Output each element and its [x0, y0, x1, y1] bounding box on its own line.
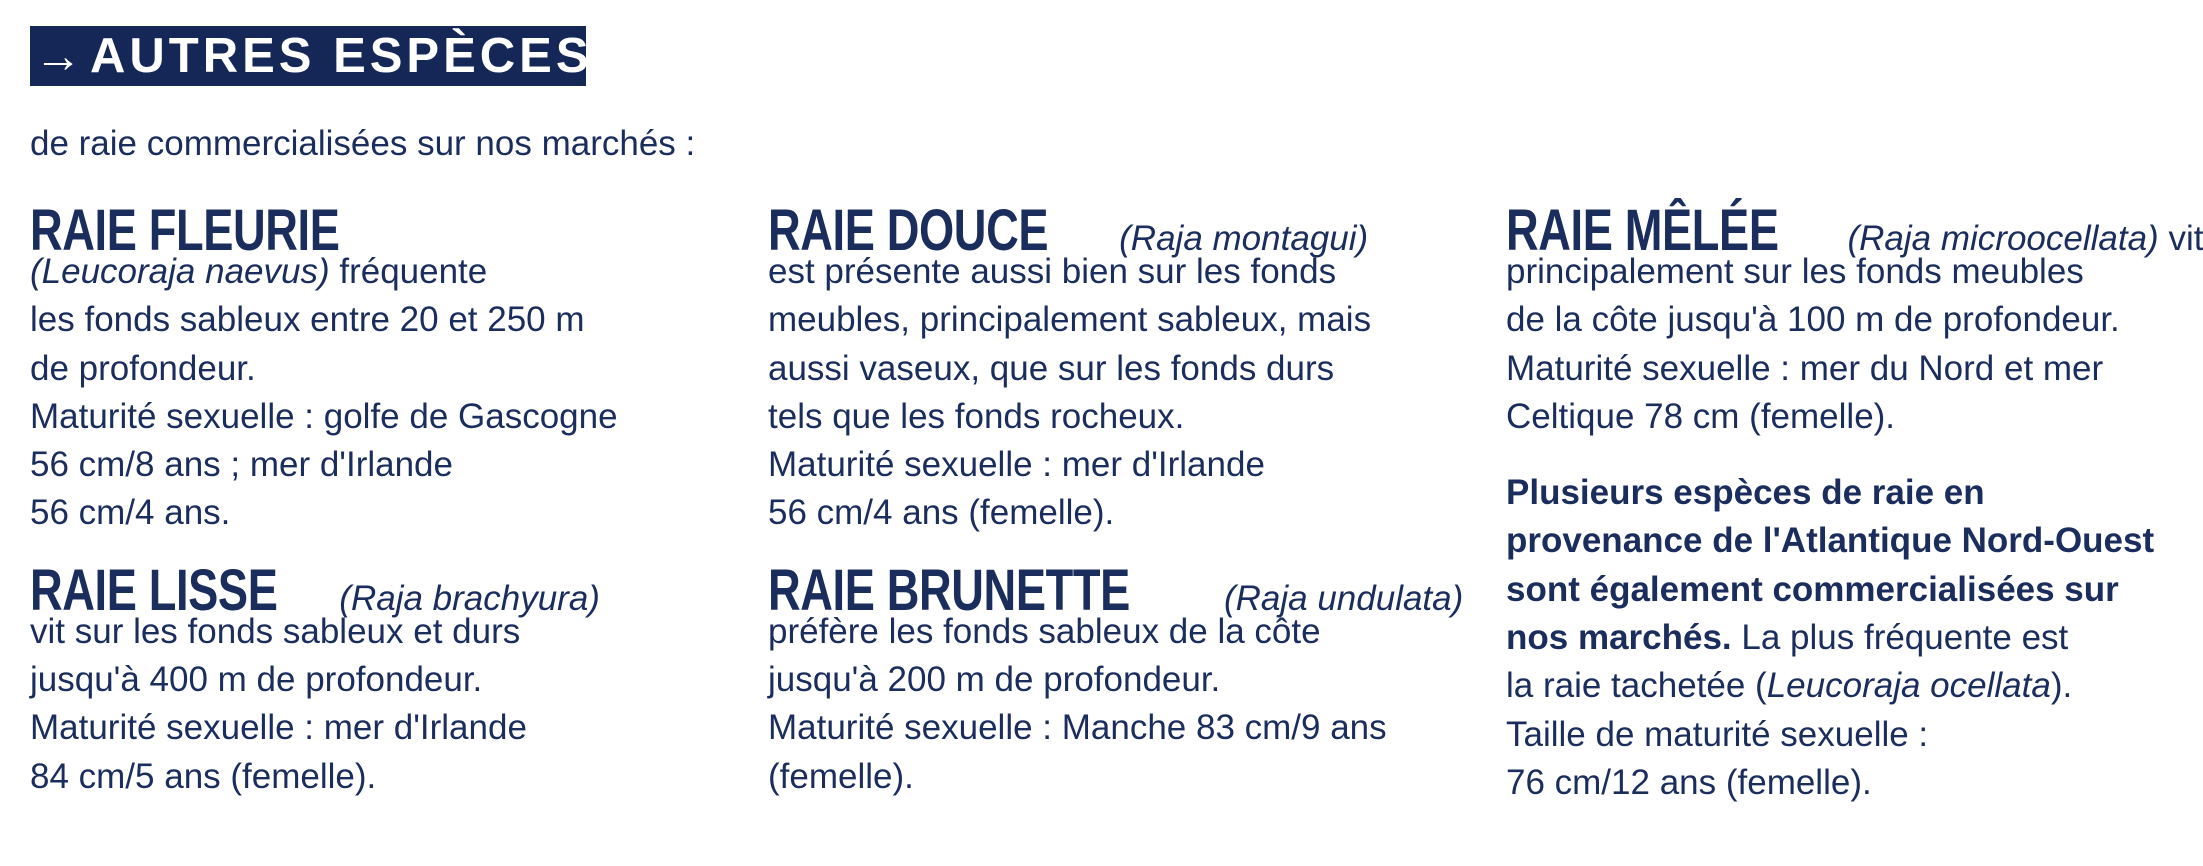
scientific-name: (Raja brachyura) — [339, 578, 600, 618]
species-raie-fleurie — [30, 198, 730, 538]
description-line: Maturité sexuelle : mer d'Irlande — [768, 445, 1265, 485]
species-description — [30, 608, 730, 801]
species-description — [768, 248, 1468, 538]
description-line: 56 cm/4 ans. — [30, 493, 231, 533]
description-line: jusqu'à 200 m de profondeur. — [768, 660, 1221, 700]
column-middle — [768, 198, 1468, 801]
description-line: 56 cm/4 ans (femelle). — [768, 493, 1115, 533]
description-line: les fonds sableux entre 20 et 250 m — [30, 300, 585, 340]
description-line: aussi vaseux, que sur les fonds durs — [768, 348, 1335, 388]
description-line: 56 cm/8 ans ; mer d'Irlande — [30, 445, 453, 485]
note-bold-line: sont également commercialisées sur — [1506, 569, 2119, 609]
species-raie-douce — [768, 198, 1468, 538]
column-right — [1506, 198, 2203, 807]
species-name: RAIE DOUCE — [768, 198, 1049, 263]
note-line: 76 cm/12 ans (femelle). — [1506, 762, 1872, 802]
description-line: Maturité sexuelle : Manche 83 cm/9 ans — [768, 708, 1387, 748]
description-line: de la côte jusqu'à 100 m de profondeur. — [1506, 300, 2120, 340]
description-line: tels que les fonds rocheux. — [768, 396, 1185, 436]
species-name: RAIE MÊLÉE — [1506, 198, 1779, 263]
description-line: (femelle). — [768, 756, 914, 796]
description-line: de profondeur. — [30, 348, 256, 388]
description-line: vit sur les fonds sableux et durs — [30, 611, 521, 651]
description-line: préfère les fonds sableux de la côte — [768, 611, 1321, 651]
column-left — [30, 198, 730, 801]
description-line: Maturité sexuelle : mer d'Irlande — [30, 708, 527, 748]
description-line: meubles, principalement sableux, mais — [768, 300, 1372, 340]
note-bold-line: nos marchés. — [1506, 618, 1732, 658]
scientific-name: (Leucoraja naevus) — [30, 252, 330, 291]
description-line: Maturité sexuelle : mer du Nord et mer — [1506, 348, 2104, 388]
species-description — [1506, 248, 2186, 441]
scientific-name: (Raja microocellata) — [1847, 219, 2159, 258]
species-name: RAIE FLEURIE — [30, 198, 340, 263]
note-bold-line: Plusieurs espèces de raie en — [1506, 473, 1985, 513]
scientific-name: Leucoraja ocellata — [1766, 666, 2051, 706]
species-raie-lisse — [30, 558, 730, 801]
species-raie-brunette — [768, 558, 1468, 801]
species-description: (Leucoraja naevus) fréquente les fonds sableux entre 20 et 250 m de profondeur. Maturité sexuelle : golfe de Gascogne 56 cm/8 ans ; mer d'Irlande 56 cm/4 ans. — [30, 248, 730, 538]
description-line: Maturité sexuelle : golfe de Gascogne — [30, 396, 618, 436]
note-bold-line: provenance de l'Atlantique Nord-Ouest — [1506, 521, 2155, 561]
scientific-name: (Raja undulata) — [1223, 578, 1464, 618]
section-banner — [30, 26, 593, 86]
intro-text: de raie commercialisées sur nos marchés : — [30, 124, 696, 163]
species-description — [768, 608, 1468, 801]
north-west-atlantic-note: Plusieurs espèces de raie en provenance de l'Atlantique Nord-Ouest sont également commercialisées sur nos marchés. La plus fréquente est la raie tachetée (Leucoraja ocellata). Taille de maturité sexuelle : 76 cm/12 ans (femelle). — [1506, 469, 2186, 807]
section-title: AUTRES ESPÈCES — [90, 29, 593, 83]
species-raie-melee: RAIE MÊLÉE (Raja microocellata) vit principalement sur les fonds meubles de la côte jusqu'à 100 m de profondeur. Maturité sexuelle : mer du Nord et mer Celtique 78 cm (femelle). — [1506, 198, 2186, 441]
scientific-name: (Raja montagui) — [1119, 219, 1369, 258]
arrow-right-icon: → — [34, 29, 82, 83]
description-line: Celtique 78 cm (femelle). — [1506, 396, 1896, 436]
species-name: RAIE BRUNETTE — [768, 557, 1130, 623]
species-name: RAIE LISSE — [30, 557, 278, 623]
description-line: principalement sur les fonds meubles — [1506, 252, 2084, 291]
note-line: Taille de maturité sexuelle : — [1506, 714, 1929, 754]
description-line: 84 cm/5 ans (femelle). — [30, 756, 377, 796]
description-line: jusqu'à 400 m de profondeur. — [30, 660, 483, 700]
description-line: est présente aussi bien sur les fonds — [768, 252, 1337, 291]
